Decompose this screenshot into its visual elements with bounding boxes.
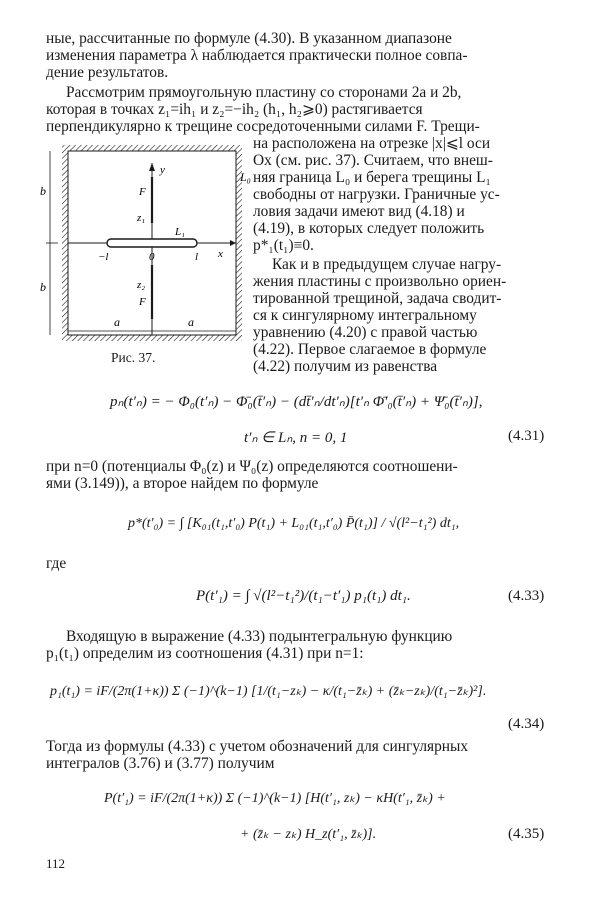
label-F-bottom: F <box>139 296 146 308</box>
label-l: l <box>195 251 199 263</box>
page-number: 112 <box>46 856 66 871</box>
text-line: Как и в предыдущем случае нагру- <box>272 256 502 273</box>
label-L0: L₀ <box>240 170 251 184</box>
text-line: которая в точках z₁=ih₁ и z₂=−ih₂ (h₁, h₂⩾0) растягивается <box>46 101 423 118</box>
text-line: Тогда из формулы (4.33) с учетом обозначений для сингулярных <box>46 738 469 755</box>
label-L1: L₁ <box>175 226 185 238</box>
text-line: при n=0 (потенциалы Φ₀(z) и Ψ₀(z) определяются соотношени- <box>46 458 458 475</box>
equation-4-35-b: + (z̄ₖ − zₖ) H_z(t′₁, z̄ₖ)]. <box>240 827 377 842</box>
label-F-top: F <box>139 186 146 198</box>
text-line: Ox (см. рис. 37). Считаем, что внеш- <box>253 152 493 169</box>
equation-number: (4.31) <box>508 428 545 444</box>
equation-4-33: P(t′₁) = ∫ √(l²−t₁²)/(t₁−t′₁) p₁(t₁) dt₁. <box>196 588 411 604</box>
crack <box>107 239 197 247</box>
label-z2: z₂ <box>137 279 146 291</box>
text-line: ные, рассчитанные по формуле (4.30). В указанном диапазоне <box>46 30 452 47</box>
text-line: свободны от нагрузки. Граничные ус- <box>253 186 500 203</box>
text-line: интегралов (3.76) и (3.77) получим <box>46 755 275 772</box>
equation-4-35-a: P(t′₁) = iF/(2π(1+κ)) Σ (−1)^(k−1) [H(t′₁, zₖ) − κH(t′₁, z̄ₖ) + <box>104 791 446 806</box>
label-b-bottom: b <box>40 280 46 294</box>
figure-caption: Рис. 37. <box>111 350 156 365</box>
label-b-top: b <box>40 184 46 198</box>
label-a-left: a <box>114 315 120 329</box>
text-line: (4.22) получим из равенства <box>253 358 438 375</box>
label-x: x <box>218 248 223 260</box>
equation-number: (4.33) <box>508 588 545 604</box>
label-z1: z₁ <box>137 212 146 224</box>
text-line: где <box>46 555 67 572</box>
equation-4-32: p*(t′₀) = ∫ [K₀₁(t₁,t′₀) P(t₁) + L₀₁(t₁,t′₀) P̄(t₁)] / √(l²−t₁²) dt₁, <box>128 516 460 531</box>
text-line: няя граница L₀ и берега трещины L₁ <box>253 169 491 186</box>
figure-37 <box>32 143 251 348</box>
text-line: ями (3.149)), а второе найдем по формуле <box>46 475 319 492</box>
equation-4-34: p₁(t₁) = iF/(2π(1+κ)) Σ (−1)^(k−1) [1/(t₁−zₖ) − κ/(t₁−z̄ₖ) + (z̄ₖ−zₖ)/(t₁−z̄ₖ)²]. <box>50 684 487 699</box>
text-line: перпендикулярно к трещине сосредоточенными силами F. Трещи- <box>46 118 480 135</box>
text-line: дение результатов. <box>46 64 169 81</box>
text-line: ловия задачи имеют вид (4.18) и <box>253 203 465 220</box>
text-line: на расположена на отрезке |x|⩽l оси <box>253 135 491 152</box>
text-line: изменения параметра λ наблюдается практически полное совпа- <box>46 47 468 64</box>
text-line: Входящую в выражение (4.33) подынтегральную функцию <box>66 628 453 645</box>
text-line: уравнению (4.20) с правой частью <box>253 324 478 341</box>
equation-number: (4.35) <box>508 826 545 842</box>
equation-4-31-b: t′ₙ ∈ Lₙ, n = 0, 1 <box>244 430 348 446</box>
label-origin: 0 <box>149 251 155 263</box>
text-line: ся к сингулярному интегральному <box>253 307 477 324</box>
text-line: p*₁(t₁)≡0. <box>253 237 314 254</box>
equation-4-31-a: pₙ(t′ₙ) = − Φ₀(t′ₙ) − Φ̄₀(t̄′ₙ) − (dt̄′ₙ/dt′ₙ)[t′ₙ Φ̄′₀(t̄′ₙ) + Ψ̄₀(t̄′ₙ)], <box>110 394 483 410</box>
text-line: тированной трещиной, задача сводит- <box>253 290 502 307</box>
text-line: (4.22). Первое слагаемое в формуле <box>253 341 487 358</box>
label-y: y <box>160 164 165 176</box>
label-minus-l: −l <box>98 251 109 263</box>
text-line: Рассмотрим прямоугольную пластину со сторонами 2a и 2b, <box>66 84 462 101</box>
equation-number: (4.34) <box>508 716 545 732</box>
text-line: жения пластины с произвольно ориен- <box>253 273 507 290</box>
text-line: (4.19), в которых следует положить <box>253 220 485 237</box>
text-line: p₁(t₁) определим из соотношения (4.31) при n=1: <box>46 645 364 662</box>
label-a-right: a <box>188 315 194 329</box>
